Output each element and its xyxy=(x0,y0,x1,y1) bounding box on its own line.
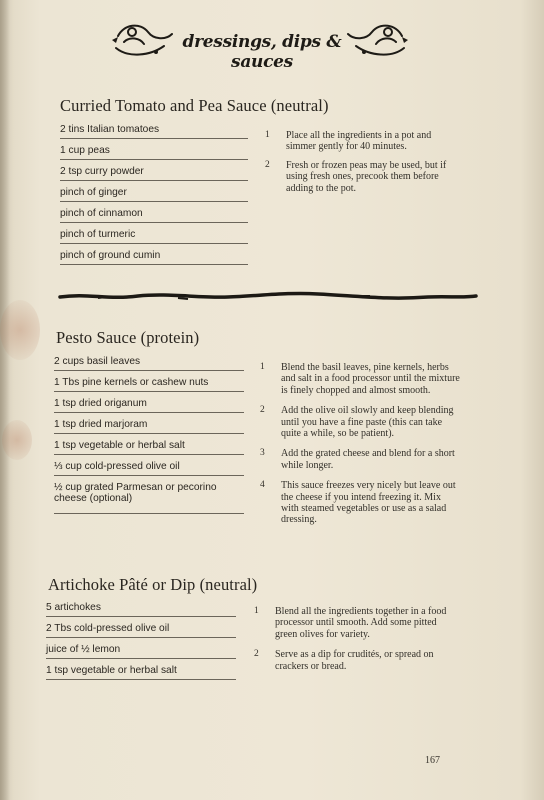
step-number: 2 xyxy=(265,159,270,170)
step-number: 1 xyxy=(265,130,270,140)
ingredient-item: ⅓ cup cold-pressed olive oil xyxy=(54,455,244,476)
recipe-title: Pesto Sauce (protein) xyxy=(56,328,200,347)
method-step xyxy=(254,649,454,672)
step-number: 3 xyxy=(260,448,265,459)
ingredient-item: 2 Tbs cold-pressed olive oil xyxy=(46,617,236,638)
method-step xyxy=(254,606,454,640)
ingredient-list xyxy=(54,350,244,514)
step-text: Place all the ingredients in a pot and simmer gently for 40 minutes. xyxy=(286,130,432,153)
ingredient-item: 1 tsp dried marjoram xyxy=(54,413,244,434)
method-step xyxy=(260,480,460,526)
ingredient-item: ½ cup grated Parmesan or pecorino cheese (optional) xyxy=(54,476,244,514)
ingredient-item: pinch of ground cumin xyxy=(60,244,248,265)
ingredient-item: pinch of cinnamon xyxy=(60,202,248,223)
step-text: Add the grated cheese and blend for a short while longer. xyxy=(281,448,455,471)
page-gutter-shadow xyxy=(0,0,10,800)
ingredient-item: 1 Tbs pine kernels or cashew nuts xyxy=(54,371,244,392)
chapter-title: dressings, dips & sauces xyxy=(182,32,342,72)
ingredient-item: pinch of turmeric xyxy=(60,223,248,244)
recipe-title: Curried Tomato and Pea Sauce (neutral) xyxy=(60,96,329,115)
page-number: 167 xyxy=(425,755,440,766)
step-text: Fresh or frozen peas may be used, but if using fresh ones, precook them before adding to the pot. xyxy=(286,159,447,194)
step-text: Add the olive oil slowly and keep blending until you have a fine paste (this can take quite a while, so be patient). xyxy=(281,405,454,440)
method-step xyxy=(265,160,463,194)
step-text: This sauce freezes very nicely but leave out the cheese if you intend freezing it. Mix with steamed vegetables or use as a salad dressing. xyxy=(281,480,456,526)
ingredient-item: 1 cup peas xyxy=(60,139,248,160)
step-number: 1 xyxy=(254,606,259,616)
ingredient-item: 5 artichokes xyxy=(46,596,236,617)
ingredient-list xyxy=(60,118,248,265)
chapter-header xyxy=(110,14,410,72)
step-number: 2 xyxy=(254,649,259,660)
page-stain xyxy=(0,300,40,360)
page-stain xyxy=(2,420,32,460)
ingredient-item: juice of ½ lemon xyxy=(46,638,236,659)
method-step xyxy=(260,362,460,396)
brush-divider-icon xyxy=(58,286,478,308)
recipe-title: Artichoke Pâté or Dip (neutral) xyxy=(48,575,258,594)
step-number: 2 xyxy=(260,405,265,416)
method-steps xyxy=(260,362,460,526)
ingredient-item: 1 tsp dried origanum xyxy=(54,392,244,413)
ingredient-item: 2 tsp curry powder xyxy=(60,160,248,181)
step-text: Blend all the ingredients together in a food processor until smooth. Add some pitted green olives for variety. xyxy=(275,606,447,640)
ingredient-item: 2 cups basil leaves xyxy=(54,350,244,371)
method-step xyxy=(260,405,460,439)
step-number: 1 xyxy=(260,362,265,372)
method-step xyxy=(265,130,463,153)
step-text: Serve as a dip for crudités, or spread on crackers or bread. xyxy=(275,649,434,672)
ingredient-list xyxy=(46,596,236,680)
step-text: Blend the basil leaves, pine kernels, herbs and salt in a food processor until the mixture is finely chopped and almost smooth. xyxy=(281,362,460,396)
method-step xyxy=(260,448,460,471)
ingredient-item: 1 tsp vegetable or herbal salt xyxy=(46,659,236,680)
ingredient-item: 1 tsp vegetable or herbal salt xyxy=(54,434,244,455)
ingredient-item: 2 tins Italian tomatoes xyxy=(60,118,248,139)
method-steps xyxy=(265,130,463,194)
step-number: 4 xyxy=(260,480,265,491)
ingredient-item: pinch of ginger xyxy=(60,181,248,202)
method-steps xyxy=(254,606,454,672)
